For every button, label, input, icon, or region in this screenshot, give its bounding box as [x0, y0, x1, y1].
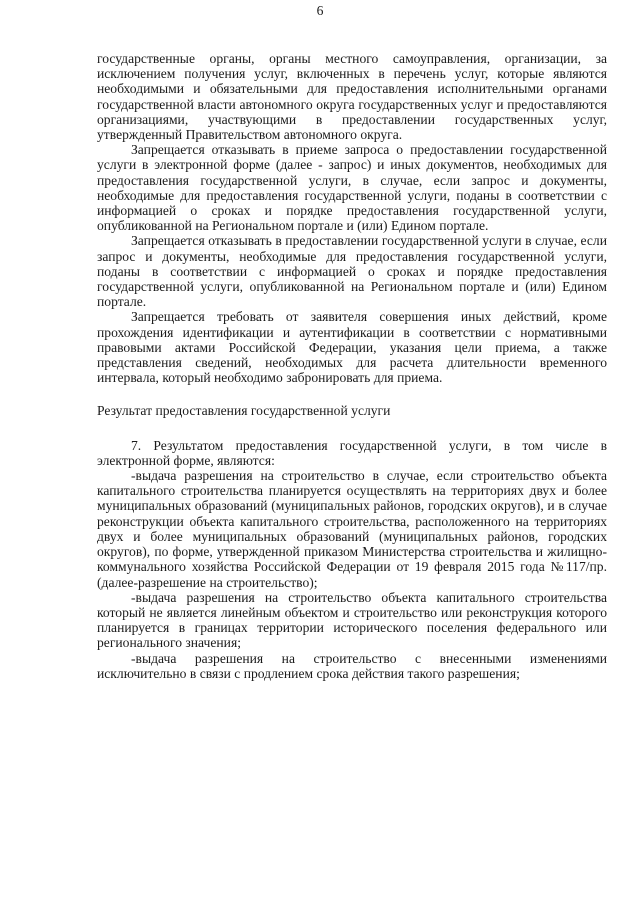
list-item-permit-territories: -выдача разрешения на строительство в случае, если строительство объекта капитального строительства планируется осуществлять на территориях двух и более муниципальных образований (муниципальных районов, городских округов), и в случае реконструкции объекта капитального строительства, расположенного на территориях двух и более муниципальных образований (муниципальных районов, городских округов), по форме, утвержденной приказом Министерства строительства и жилищно-коммунального хозяйства Российской Федерации от 19 февраля 2015 года №117/пр. (далее-разрешение на строительство); [97, 468, 607, 590]
paragraph-prohibited-actions: Запрещается требовать от заявителя совершения иных действий, кроме прохождения идентификации и аутентификации в соответствии с нормативными правовыми актами Российской Федерации, указания цели приема, а также представления сведений, необходимых для расчета длительности временного интервала, который необходимо забронировать для приема. [97, 309, 607, 386]
list-item-permit-extension: -выдача разрешения на строительство с внесенными изменениями исключительно в связи с продлением срока действия такого разрешения; [97, 650, 607, 681]
page-number: 6 [316, 3, 324, 18]
list-item-permit-historic: -выдача разрешения на строительство объекта капитального строительства который не является линейным объектом и строительство или реконструкция которого планируется в границах территории исторического поселения федерального или регионального значения; [97, 589, 607, 651]
paragraph-continuation: государственные органы, органы местного самоуправления, организации, за исключением получения услуг, включенных в перечень услуг, которые являются необходимыми и обязательными для предоставления исполнительными органами государственной власти автономного округа государственных услуг и предоставляются организациями, участвующими в предоставлении государственных услуг, утвержденный Правительством автономного округа. [97, 51, 607, 143]
paragraph-refusal-request: Запрещается отказывать в приеме запроса о предоставлении государственной услуги в электронной форме (далее - запрос) и иных документов, необходимых для предоставления государственной услуги, в случае, если запрос и документы, необходимые для предоставления государственной услуги, поданы в соответствии с информацией о сроках и порядке предоставления государственной услуги, опубликованной на Региональном портале и (или) Едином портале. [97, 142, 607, 234]
paragraph-refusal-service: Запрещается отказывать в предоставлении государственной услуги в случае, если запрос и документы, необходимые для предоставления государственной услуги, поданы в соответствии с информацией о сроках и порядке предоставления государственной услуги, опубликованной на Региональном портале и (или) Едином портале. [97, 233, 607, 310]
paragraph-result-intro: 7. Результатом предоставления государственной услуги, в том числе в электронной форме, являются: [97, 437, 607, 468]
document-body [97, 51, 607, 681]
section-heading: Результат предоставления государственной услуги [97, 403, 391, 419]
